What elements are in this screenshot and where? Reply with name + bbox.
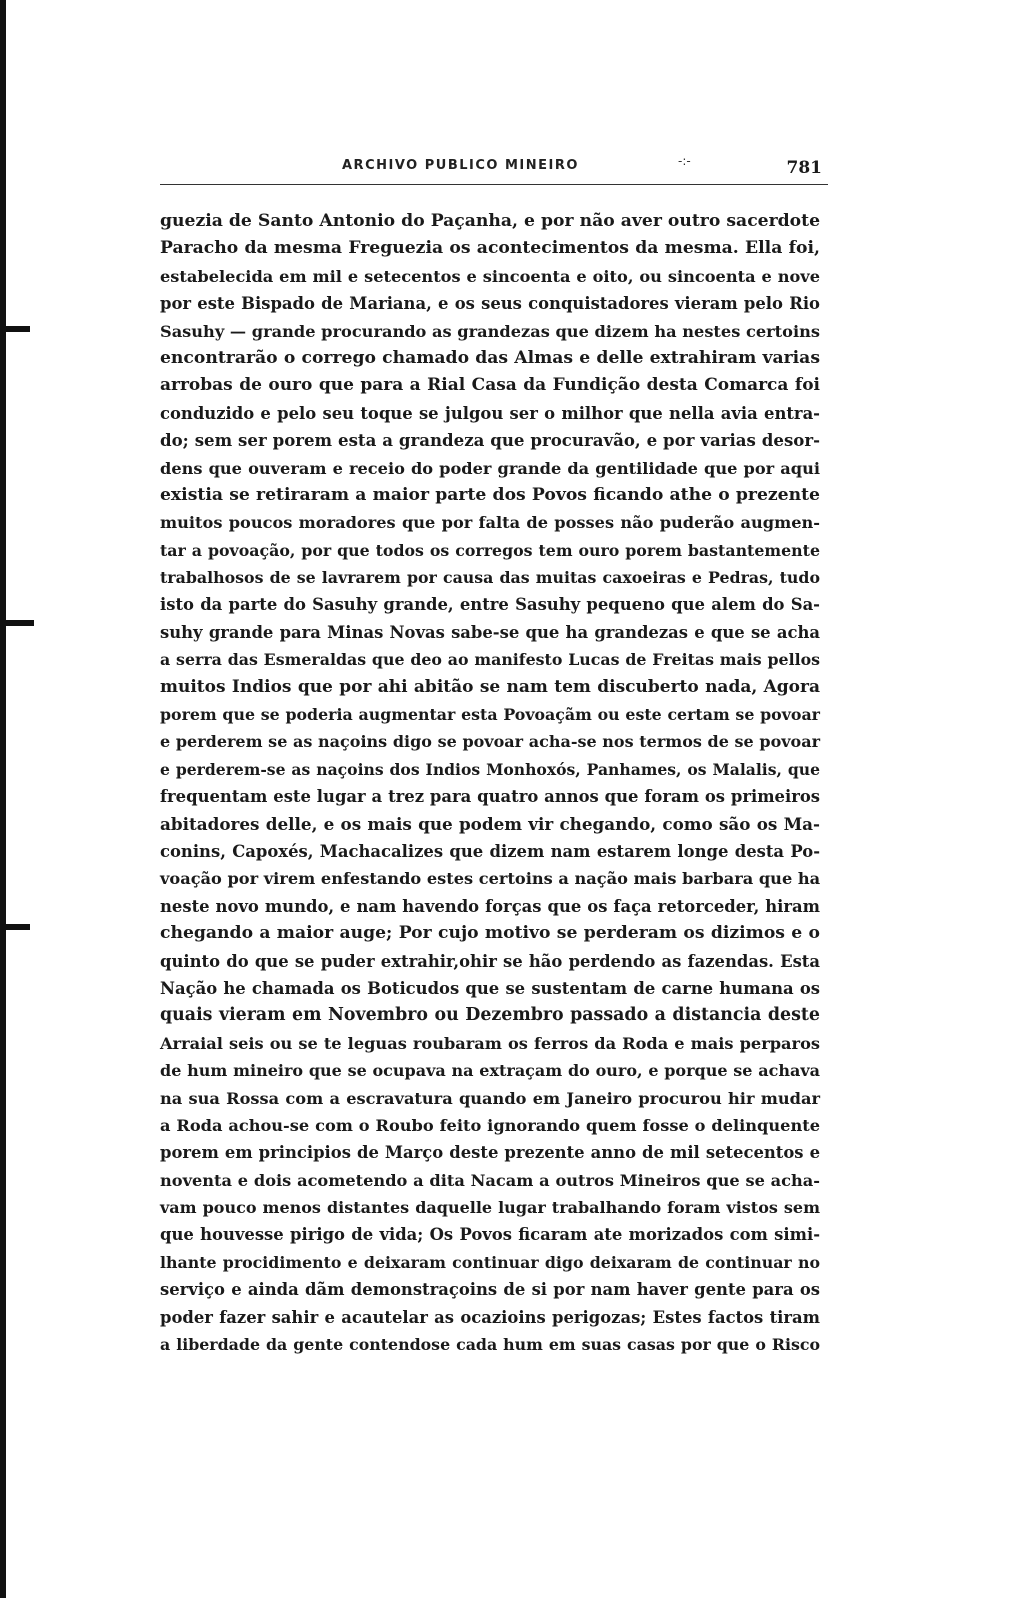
text-line: e perderem se as naçoins digo se povoar acha-se nos termos de se povoar [160, 732, 820, 752]
text-line: chegando a maior auge; Por cujo motivo se perderam os dizimos e o [160, 923, 820, 944]
page-left-edge [0, 0, 6, 1598]
page-number: 781 [786, 158, 822, 178]
margin-mark [0, 620, 34, 626]
text-line: porem em principios de Março deste prezente anno de mil setecentos e [160, 1143, 820, 1163]
text-line: dens que ouveram e receio do poder grande da gentilidade que por aqui [160, 458, 820, 478]
header-ornament: -:- [678, 154, 691, 168]
text-line: Nação he chamada os Boticudos que se sustentam de carne humana os [160, 978, 820, 998]
text-line: noventa e dois acometendo a dita Nacam a outros Mineiros que se acha- [160, 1170, 820, 1190]
text-line: quais vieram em Novembro ou Dezembro passado a distancia deste [160, 1005, 820, 1026]
text-line: arrobas de ouro que para a Rial Casa da Fundição desta Comarca foi [160, 375, 820, 396]
text-line: a liberdade da gente contendose cada hum em suas casas por que o Risco [160, 1335, 820, 1355]
text-line: Paracho da mesma Freguezia os acontecimentos da mesma. Ella foi, [160, 238, 820, 259]
text-line: muitos Indios que por ahi abitão se nam tem discuberto nada, Agora [160, 676, 820, 697]
margin-mark [0, 326, 30, 332]
text-line: Sasuhy — grande procurando as grandezas que dizem ha nestes certoins [160, 321, 820, 341]
margin-mark [0, 924, 30, 930]
text-line: poder fazer sahir e acautelar as ocazioins perigozas; Estes factos tiram [160, 1307, 820, 1327]
page-header [160, 152, 828, 182]
text-line: guezia de Santo Antonio do Paçanha, e por não aver outro sacerdote [160, 211, 820, 231]
text-line: neste novo mundo, e nam havendo forças que os faça retorceder, hiram [160, 896, 820, 916]
text-line: de hum mineiro que se ocupava na extraçam do ouro, e porque se achava [160, 1061, 820, 1081]
text-line: Arraial seis ou se te leguas roubaram os ferros da Roda e mais perparos [160, 1033, 820, 1053]
text-line: por este Bispado de Mariana, e os seus conquistadores vieram pelo Rio [160, 294, 820, 314]
text-line: muitos poucos moradores que por falta de posses não puderão augmen- [160, 513, 820, 533]
text-line: isto da parte do Sasuhy grande, entre Sasuhy pequeno que alem do Sa- [160, 595, 820, 615]
body-text [160, 208, 820, 1358]
text-line: estabelecida em mil e setecentos e sincoenta e oito, ou sincoenta e nove [160, 266, 820, 286]
text-line: lhante procidimento e deixaram continuar digo deixaram de continuar no [160, 1252, 820, 1272]
text-line: conins, Capoxés, Machacalizes que dizem nam estarem longe desta Po- [160, 841, 820, 861]
text-line: porem que se poderia augmentar esta Povoaçãm ou este certam se povoar [160, 705, 820, 725]
text-line: vam pouco menos distantes daquelle lugar trabalhando foram vistos sem [160, 1198, 820, 1218]
text-line: a Roda achou-se com o Roubo feito ignorando quem fosse o delinquente [160, 1115, 820, 1135]
text-line: trabalhosos de se lavrarem por causa das muitas caxoeiras e Pedras, tudo [160, 568, 820, 588]
text-line: conduzido e pelo seu toque se julgou ser o milhor que nella avia entra- [160, 403, 820, 423]
text-line: serviço e ainda dãm demonstraçoins de si por nam haver gente para os [160, 1280, 820, 1300]
text-line: tar a povoação, por que todos os corregos tem ouro porem bastantemente [160, 540, 820, 560]
text-line: que houvesse pirigo de vida; Os Povos ficaram ate morizados com simi- [160, 1225, 820, 1245]
text-line: e perderem-se as naçoins dos Indios Monhoxós, Panhames, os Malalis, que [160, 759, 820, 779]
text-line: encontrarão o corrego chamado das Almas e delle extrahiram varias [160, 347, 820, 368]
text-line: existia se retiraram a maior parte dos Povos ficando athe o prezente [160, 484, 820, 505]
text-line: voação por virem enfestando estes certoins a nação mais barbara que ha [160, 869, 821, 889]
header-rule [160, 184, 828, 185]
running-title: ARCHIVO PUBLICO MINEIRO [342, 158, 579, 173]
text-line: a serra das Esmeraldas que deo ao manifesto Lucas de Freitas mais pellos [160, 650, 820, 670]
text-line: suhy grande para Minas Novas sabe-se que ha grandezas e que se acha [160, 622, 820, 642]
text-line: na sua Rossa com a escravatura quando em Janeiro procurou hir mudar [160, 1088, 820, 1108]
text-line: frequentam este lugar a trez para quatro annos que foram os primeiros [160, 787, 820, 807]
text-line: do; sem ser porem esta a grandeza que procuravão, e por varias desor- [160, 430, 820, 451]
text-line: abitadores delle, e os mais que podem vir chegando, como são os Ma- [160, 813, 820, 834]
text-line: quinto do que se puder extrahir,ohir se hão perdendo as fazendas. Esta [160, 951, 820, 971]
